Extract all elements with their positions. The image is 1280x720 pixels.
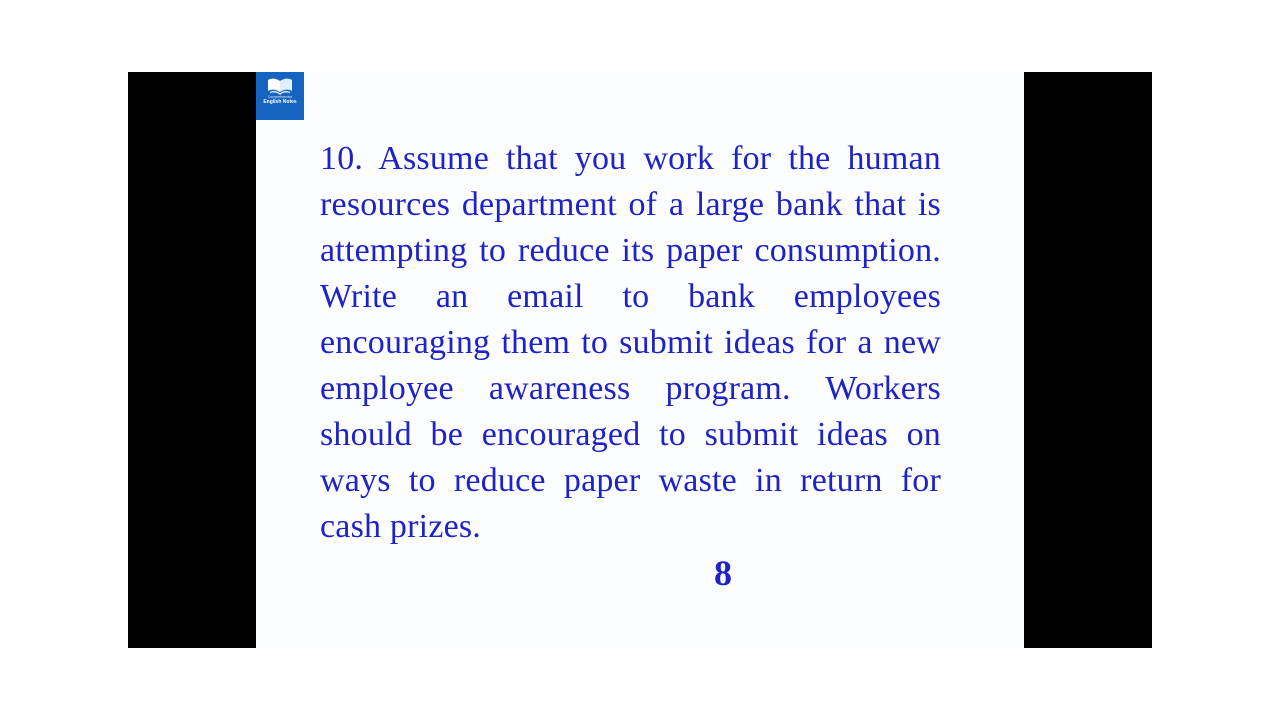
- logo-caption-top: Comprehensive: [267, 95, 293, 99]
- question-text: 10. Assume that you work for the human resources department of a large bank that is attempting to reduce its paper consumption. Write an email to bank employees encouraging them to submit ideas for a new employee awareness program. Workers should be encouraged to submit ideas on ways to reduce paper waste in return for cash prizes.: [320, 140, 941, 545]
- open-book-icon: [266, 77, 294, 95]
- video-frame: [128, 72, 1152, 648]
- channel-logo: [256, 72, 304, 120]
- slide: [256, 72, 1024, 648]
- logo-caption-main: English Notes: [263, 99, 297, 105]
- question-marks: 8: [714, 553, 732, 593]
